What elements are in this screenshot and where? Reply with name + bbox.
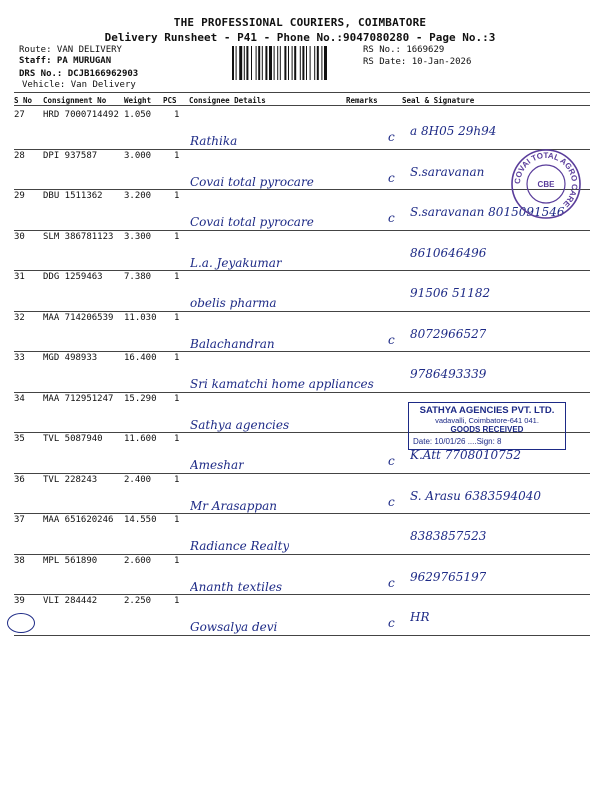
barcode <box>232 46 354 80</box>
barcode-bar <box>232 46 234 80</box>
header-rule-top <box>14 92 590 93</box>
row-pcs: 1 <box>174 312 180 323</box>
row-remark: c <box>388 170 395 185</box>
col-consignment: Consignment No <box>43 96 107 105</box>
barcode-bar <box>256 46 257 80</box>
barcode-bar <box>284 46 286 80</box>
row-consignee: Mr Arasappan <box>190 498 277 513</box>
row-consignment-no: MAA 712951247 <box>43 393 114 404</box>
row-divider <box>14 554 590 555</box>
row-pcs: 1 <box>174 596 180 606</box>
row-signature: HR <box>410 610 430 624</box>
covai-stamp-center: CBE <box>537 180 555 189</box>
row-sno: 37 <box>14 515 25 525</box>
rs-no: RS No.: 1669629 <box>363 45 445 55</box>
row-divider <box>14 473 590 474</box>
row-consignment-no: TVL 5087940 <box>43 434 103 444</box>
row-consignee: Rathika <box>190 134 238 148</box>
covai-round-stamp <box>510 148 582 220</box>
row-consignment-no: DDG 1259463 <box>43 272 103 282</box>
row-consignee: Sathya agencies <box>190 417 290 432</box>
row-consignee: Covai total pyrocare <box>190 174 314 189</box>
row-pcs: 1 <box>174 555 180 566</box>
vehicle-label: Vehicle: Van Delivery <box>22 80 136 90</box>
row-weight: 3.300 <box>124 231 152 242</box>
row-consignee: Gowsalya devi <box>190 620 278 634</box>
col-weight: Weight <box>124 96 152 105</box>
col-consignee: Consignee Details <box>189 96 266 105</box>
row-sno: 33 <box>14 353 25 363</box>
barcode-bar <box>239 46 242 80</box>
sathya-stamp-line2: vadavalli, Coimbatore-641 041. <box>435 416 539 425</box>
row-pcs: 1 <box>174 474 180 485</box>
row-weight: 3.000 <box>124 150 152 161</box>
row-signature: 8610646496 <box>410 245 487 260</box>
col-pcs: PCS <box>163 96 177 105</box>
row-consignee: Covai total pyrocare <box>190 215 314 229</box>
row-weight: 11.600 <box>124 434 157 444</box>
barcode-bar <box>321 46 322 80</box>
barcode-bar <box>294 46 296 80</box>
barcode-bar <box>265 46 267 80</box>
barcode-bar <box>262 46 263 80</box>
row-sno: 35 <box>14 434 25 444</box>
row-consignment-no: MAA 714206539 <box>43 312 114 323</box>
row-signature: 8072966527 <box>410 326 487 341</box>
barcode-bar <box>274 46 275 80</box>
row-remark: c <box>388 332 395 347</box>
row-sno: 28 <box>14 150 25 161</box>
row-signature: a 8H05 29h94 <box>410 124 497 138</box>
row-remark: c <box>388 211 395 225</box>
row-weight: 14.550 <box>124 515 157 525</box>
row-consignment-no: DPI 937587 <box>43 150 98 161</box>
barcode-bar <box>292 46 293 80</box>
col-seal-signature: Seal & Signature <box>402 96 475 105</box>
barcode-bar <box>269 46 272 80</box>
drs-label: DRS No.: DCJB166962903 <box>19 69 139 79</box>
row-weight: 2.400 <box>124 474 152 485</box>
row-consignment-no: MAA 651620246 <box>43 515 114 525</box>
row-consignment-no: HRD 7000714492 <box>43 110 119 120</box>
row-remark: c <box>388 130 395 144</box>
company-title: THE PROFESSIONAL COURIERS, COIMBATORE <box>173 16 427 29</box>
row-pcs: 1 <box>174 150 180 161</box>
row-pcs: 1 <box>174 110 180 120</box>
row-signature: 9786493339 <box>410 367 487 381</box>
row-signature: S.saravanan <box>410 164 485 179</box>
sathya-goods-received-stamp <box>408 402 566 450</box>
staff-label: Staff: PA MURUGAN <box>19 56 112 66</box>
row-remark: c <box>388 494 395 509</box>
row-divider <box>14 311 590 312</box>
row-divider <box>14 513 590 514</box>
row-signature: 8383857523 <box>410 529 487 543</box>
barcode-bar <box>306 46 307 80</box>
row-weight: 2.250 <box>124 596 152 606</box>
row-pcs: 1 <box>174 393 180 404</box>
sathya-stamp-line1: SATHYA AGENCIES PVT. LTD. <box>419 405 555 416</box>
row-consignee: Sri kamatchi home appliances <box>190 377 374 391</box>
row-sno: 27 <box>14 110 25 120</box>
row-consignee: L.a. Jeyakumar <box>190 255 282 270</box>
barcode-bar <box>317 46 319 80</box>
row-consignment-no: SLM 386781123 <box>43 231 114 242</box>
sathya-stamp-line4: Date: 10/01/26 ....Sign: 8 <box>413 437 502 446</box>
row-weight: 7.380 <box>124 272 152 282</box>
row-weight: 1.050 <box>124 110 152 120</box>
row-signature: S.saravanan 8015091546 <box>410 205 565 219</box>
row-weight: 2.600 <box>124 555 152 566</box>
barcode-bar <box>244 46 245 80</box>
row-divider <box>14 189 590 190</box>
barcode-bar <box>310 46 311 80</box>
rs-date: RS Date: 10-Jan-2026 <box>363 57 472 67</box>
sathya-stamp-line3: GOODS RECEIVED <box>450 425 524 434</box>
row-divider <box>14 635 590 636</box>
barcode-bar <box>300 46 301 80</box>
row-sno: 38 <box>14 555 25 566</box>
barcode-bar <box>236 46 237 80</box>
row-divider <box>14 392 590 393</box>
row-signature: 9629765197 <box>410 569 487 584</box>
row-consignment-no: VLI 284442 <box>43 596 98 606</box>
row-pcs: 1 <box>174 191 180 201</box>
row-weight: 3.200 <box>124 191 152 201</box>
row-sno: 36 <box>14 474 25 485</box>
row-consignee: Ameshar <box>190 458 244 472</box>
row-sno: 34 <box>14 393 25 404</box>
row-consignee: obelis pharma <box>190 296 277 310</box>
col-sno: S No <box>14 96 33 105</box>
row-sno: 32 <box>14 312 25 323</box>
row-pcs: 1 <box>174 353 180 363</box>
barcode-bar <box>246 46 248 80</box>
row-divider <box>14 594 590 595</box>
row-consignment-no: DBU 1511362 <box>43 191 103 201</box>
barcode-bar <box>288 46 289 80</box>
row-divider <box>14 149 590 150</box>
runsheet-subtitle: Delivery Runsheet - P41 - Phone No.:9047080280 - Page No.:3 <box>104 31 496 44</box>
barcode-bar <box>258 46 260 80</box>
row-remark: c <box>388 454 395 468</box>
barcode-bar <box>280 46 281 80</box>
route-label: Route: VAN DELIVERY <box>19 45 122 55</box>
row-signature: K.Att 7708010752 <box>410 448 522 462</box>
row-weight: 16.400 <box>124 353 157 363</box>
row-remark: c <box>388 575 395 590</box>
barcode-bar <box>251 46 252 80</box>
row-sno: 29 <box>14 191 25 201</box>
row-sno: 30 <box>14 231 25 242</box>
row-signature: 91506 51182 <box>410 286 491 300</box>
barcode-bar <box>277 46 278 80</box>
row-weight: 15.290 <box>124 393 157 404</box>
row-divider <box>14 351 590 352</box>
row-consignee: Balachandran <box>190 336 275 351</box>
col-remarks: Remarks <box>346 96 378 105</box>
row-consignee: Radiance Realty <box>190 539 290 553</box>
row-pcs: 1 <box>174 434 180 444</box>
row-sno: 39 <box>14 596 25 606</box>
row-pcs: 1 <box>174 515 180 525</box>
barcode-bar <box>302 46 304 80</box>
row-signature: S. Arasu 6383594040 <box>410 488 542 503</box>
row-pcs: 1 <box>174 231 180 242</box>
row-consignment-no: MGD 498933 <box>43 353 98 363</box>
barcode-bar <box>314 46 315 80</box>
row-39-circle-mark <box>7 613 35 633</box>
row-divider <box>14 270 590 271</box>
row-weight: 11.030 <box>124 312 157 323</box>
row-sno: 31 <box>14 272 25 282</box>
row-consignment-no: MPL 561890 <box>43 555 98 566</box>
covai-stamp-text: COVAI TOTAL AGRO CARE <box>512 150 580 209</box>
header-rule-bottom <box>14 105 590 106</box>
row-remark: c <box>388 616 395 630</box>
row-consignee: Ananth textiles <box>190 579 283 594</box>
row-pcs: 1 <box>174 272 180 282</box>
barcode-bar <box>324 46 327 80</box>
row-consignment-no: TVL 228243 <box>43 474 98 485</box>
row-divider <box>14 230 590 231</box>
